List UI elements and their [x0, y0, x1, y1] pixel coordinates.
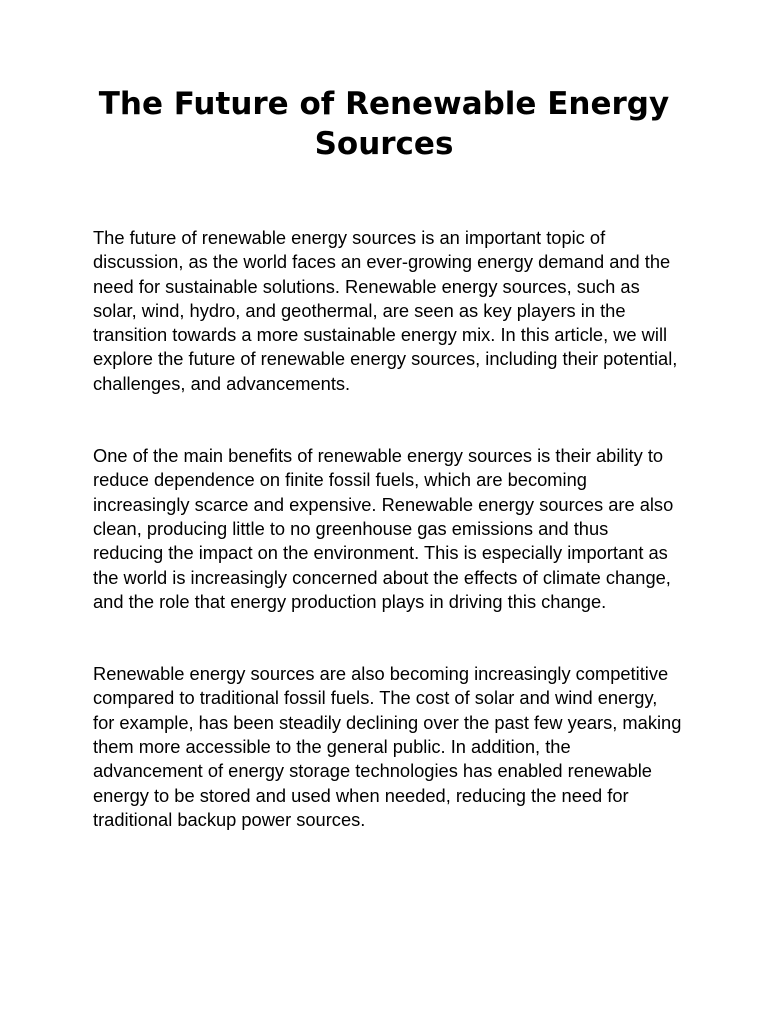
- document-body: [93, 226, 683, 880]
- document-title: The Future of Renewable Energy Sources: [98, 86, 670, 162]
- paragraph-intro: The future of renewable energy sources is an important topic of discussion, as the world faces an ever-growing energy demand and the need for sustainable solutions. Renewable energy sources, such as solar, wind, hydro, and geothermal, are seen as key players in the transition towards a more sustainable energy mix. In this article, we will explore the future of renewable energy sources, including their potential, challenges, and advancements.: [93, 227, 678, 394]
- paragraph-competitiveness: Renewable energy sources are also becoming increasingly competitive compared to traditional fossil fuels. The cost of solar and wind energy, for example, has been steadily declining over the past few years, making them more accessible to the general public. In addition, the advancement of energy storage technologies has enabled renewable energy to be stored and used when needed, reducing the need for traditional backup power sources.: [93, 663, 682, 830]
- paragraph-benefits: One of the main benefits of renewable energy sources is their ability to reduce dependence on finite fossil fuels, which are becoming increasingly scarce and expensive. Renewable energy sources are also clean, producing little to no greenhouse gas emissions and thus reducing the impact on the environment. This is especially important as the world is increasingly concerned about the effects of climate change, and the role that energy production plays in driving this change.: [93, 445, 674, 612]
